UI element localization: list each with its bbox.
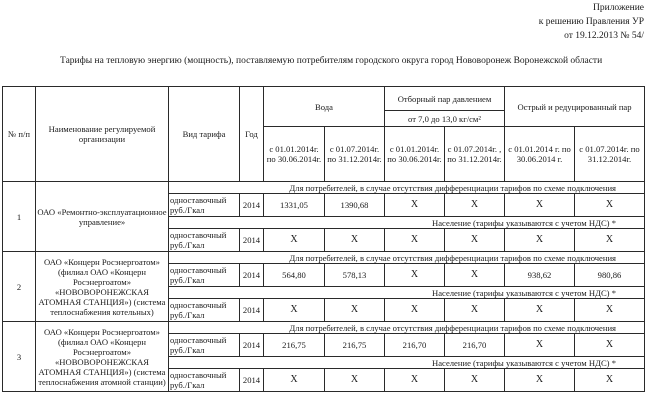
value-cell: 216,75 [325,334,385,357]
tariff-type: одноставочный руб./Гкал [169,369,240,392]
consumers-label: Для потребителей, в случае отсутствия дифференциации тарифов по схеме подключения [169,182,645,194]
document-title: Тарифы на тепловую энергию (мощность), поставляемую потребителям городского округа город Нововоронеж Воронежской области [60,56,603,66]
value-cell: 1390,68 [325,194,385,217]
document-header [539,1,644,43]
tariff-type: одноставочный руб./Гкал [169,194,240,217]
value-cell: 564,80 [264,264,325,287]
value-cell: X [385,264,445,287]
value-cell: X [575,369,645,392]
table-row [3,252,645,264]
col-type: Вид тарифа [169,87,240,182]
value-cell: X [385,194,445,217]
header-row-1 [3,87,645,111]
header-line-1: Приложение [593,3,644,13]
year-cell: 2014 [240,264,264,287]
row-num: 3 [3,322,36,392]
value-cell: X [385,229,445,252]
value-cell: X [325,299,385,322]
population-label: Население (тарифы указываются с учетом НДС) * [169,217,645,229]
period-5: с 01.01.2014 г. по 30.06.2014 г. [505,127,575,182]
value-cell: 216,70 [385,334,445,357]
value-cell: X [575,299,645,322]
value-cell: X [445,369,505,392]
tariff-type: одноставочный руб./Гкал [169,299,240,322]
year-cell: 2014 [240,299,264,322]
header-line-3: от 19.12.2013 № 54/ [564,31,644,41]
value-cell: X [264,299,325,322]
tariff-type: одноставочный руб./Гкал [169,264,240,287]
tariff-type: одноставочный руб./Гкал [169,334,240,357]
population-label: Население (тарифы указываются с учетом НДС) * [169,287,645,299]
row-num: 2 [3,252,36,322]
value-cell: X [445,299,505,322]
value-cell: X [505,369,575,392]
period-2: с 01.07.2014г. по 31.12.2014г. [325,127,385,182]
tariff-table [2,86,645,392]
value-cell: X [445,229,505,252]
period-4: с 01.07.2014г. , по 31.12.2014г. [445,127,505,182]
period-6: с 01.07.2014г. по 31.12.2014г. [575,127,645,182]
value-cell: X [505,334,575,357]
value-cell: X [264,369,325,392]
value-cell: 938,62 [505,264,575,287]
col-sharp-steam: Острый и редуцированный пар [505,87,645,127]
value-cell: X [325,229,385,252]
col-steam: Отборный пар давлением [385,87,505,111]
value-cell: X [575,194,645,217]
org-name: ОАО «Ремонтно-эксплуатационное управление» [36,182,169,252]
value-cell: X [575,229,645,252]
year-cell: 2014 [240,369,264,392]
value-cell: 1331,05 [264,194,325,217]
year-cell: 2014 [240,334,264,357]
consumers-label: Для потребителей, в случае отсутствия дифференциации тарифов по схеме подключения [169,322,645,334]
col-steam-range: от 7,0 до 13,0 кг/см² [385,111,505,127]
value-cell: 216,70 [445,334,505,357]
value-cell: 578,13 [325,264,385,287]
value-cell: 216,75 [264,334,325,357]
col-org: Наименование регулируемой организации [36,87,169,182]
col-water: Вода [264,87,385,127]
value-cell: X [385,299,445,322]
header-line-2: к решению Правления УР [538,17,644,27]
value-cell: 980,86 [575,264,645,287]
col-num: № п/п [3,87,36,182]
value-cell: X [445,264,505,287]
value-cell: X [505,194,575,217]
row-num: 1 [3,182,36,252]
consumers-label: Для потребителей, в случае отсутствия дифференциации тарифов по схеме подключения [169,252,645,264]
year-cell: 2014 [240,194,264,217]
value-cell: X [385,369,445,392]
table-row [3,182,645,194]
org-name: ОАО «Концерн Росэнергоатом» (филиал ОАО «Концерн Росэнергоатом» «НОВОВОРОНЕЖСКАЯ АТОМНАЯ СТАНЦИЯ») (система теплоснабжения атомной станции) [36,322,169,392]
year-cell: 2014 [240,229,264,252]
table-row [3,322,645,334]
population-label: Население (тарифы указываются с учетом НДС) * [169,357,645,369]
tariff-type: одноставочный руб./Гкал [169,229,240,252]
value-cell: X [505,299,575,322]
col-year: Год [240,87,264,182]
period-3: с 01.01.2014г. по 30.06.2014г. [385,127,445,182]
value-cell: X [445,194,505,217]
org-name: ОАО «Концерн Росэнергоатом» (филиал ОАО «Концерн Росэнергоатом» «НОВОВОРОНЕЖСКАЯ АТОМНАЯ СТАНЦИЯ») (система теплоснабжения котельных) [36,252,169,322]
value-cell: X [575,334,645,357]
value-cell: X [264,229,325,252]
period-1: с 01.01.2014г. по 30.06.2014г. [264,127,325,182]
value-cell: X [325,369,385,392]
value-cell: X [505,229,575,252]
